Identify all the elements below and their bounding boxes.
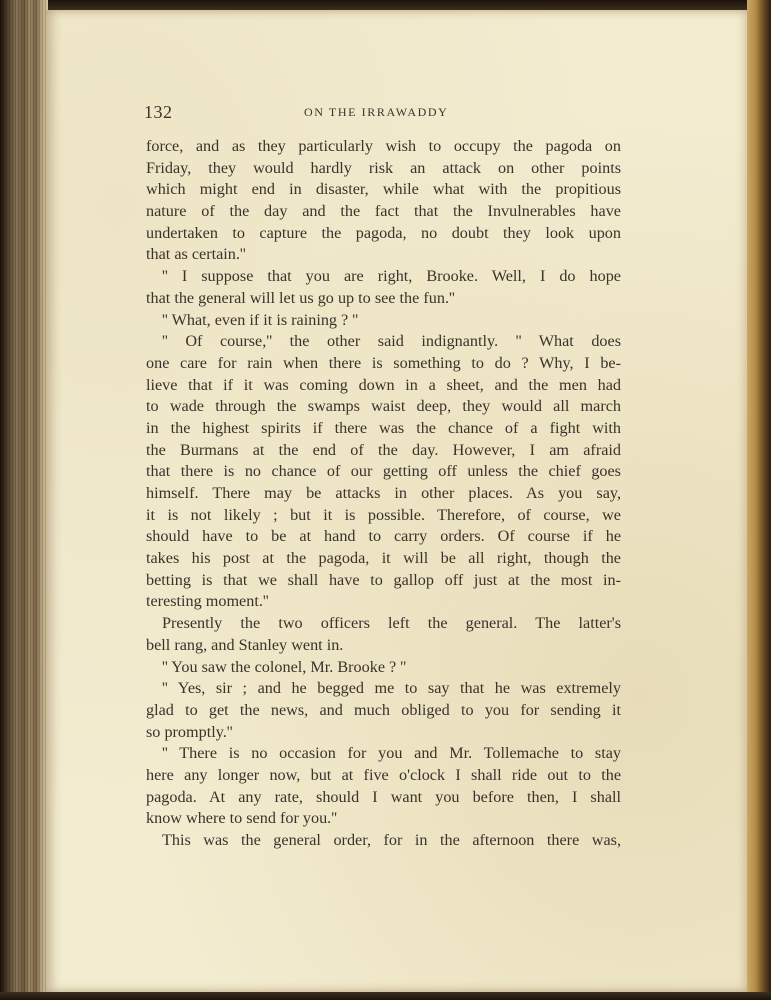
text-line: force, and as they particularly wish to occupy the pagoda on bbox=[146, 137, 621, 155]
text-line: bell rang, and Stanley went in. bbox=[146, 635, 344, 654]
text-line: '' You saw the colonel, Mr. Brooke ? '' bbox=[162, 657, 407, 676]
page-number: 132 bbox=[144, 102, 173, 122]
book-bottom-edge bbox=[0, 992, 771, 1000]
text-line: betting is that we shall have to gallop off just at the most in- bbox=[146, 570, 621, 589]
book-right-edge bbox=[747, 0, 771, 1000]
text-line: lieve that if it was coming down in a sheet, and the men had bbox=[146, 375, 621, 394]
text-line: This was the general order, for in the afternoon there was, bbox=[162, 831, 621, 849]
text-line: that the general will let us go up to see the fun.'' bbox=[146, 288, 455, 307]
running-header bbox=[144, 102, 624, 126]
text-line: nature of the day and the fact that the Invulnerables have bbox=[146, 202, 621, 221]
book-binding-edge bbox=[0, 0, 48, 1000]
text-line: one care for rain when there is something to do ? Why, I be- bbox=[146, 353, 621, 372]
text-line: that as certain.'' bbox=[146, 245, 246, 264]
running-title: ON THE IRRAWADDY bbox=[304, 105, 449, 119]
text-line: which might end in disaster, while what with the propitious bbox=[146, 180, 621, 199]
text-line: know where to send for you.'' bbox=[146, 809, 338, 828]
text-line: himself. There may be attacks in other places. As you say, bbox=[146, 484, 621, 502]
text-line: '' Yes, sir ; and he begged me to say that he was extremely bbox=[162, 679, 621, 698]
text-line: here any longer now, but at five o'clock I shall ride out to the bbox=[146, 765, 621, 784]
text-line: '' What, even if it is raining ? '' bbox=[162, 310, 359, 329]
text-line: Presently the two officers left the general. The latter's bbox=[162, 614, 621, 633]
book-top-edge bbox=[0, 0, 771, 10]
text-line: '' Of course,'' the other said indignantly. '' What does bbox=[162, 332, 621, 351]
text-line: it is not likely ; but it is possible. Therefore, of course, we bbox=[146, 505, 621, 524]
text-line: to wade through the swamps waist deep, they would all march bbox=[146, 397, 621, 416]
text-line: takes his post at the pagoda, it will be all right, though the bbox=[146, 549, 621, 568]
text-line: '' There is no occasion for you and Mr. Tollemache to stay bbox=[162, 744, 621, 763]
text-line: should have to be at hand to carry orders. Of course if he bbox=[146, 527, 621, 546]
text-line: teresting moment.'' bbox=[146, 592, 269, 611]
text-line: the Burmans at the end of the day. However, I am afraid bbox=[146, 440, 621, 459]
text-line: that there is no chance of our getting off unless the chief goes bbox=[146, 462, 621, 481]
text-line: undertaken to capture the pagoda, no doubt they look upon bbox=[146, 223, 621, 242]
text-line: pagoda. At any rate, should I want you before then, I shall bbox=[146, 787, 621, 806]
text-line: so promptly.'' bbox=[146, 722, 233, 741]
text-line: Friday, they would hardly risk an attack on other points bbox=[146, 158, 621, 177]
text-line: glad to get the news, and much obliged to you for sending it bbox=[146, 700, 621, 719]
text-line: '' I suppose that you are right, Brooke. Well, I do hope bbox=[162, 267, 621, 286]
text-line: in the highest spirits if there was the chance of a fight with bbox=[146, 418, 621, 437]
body-text bbox=[146, 136, 621, 852]
book-page bbox=[46, 10, 747, 992]
